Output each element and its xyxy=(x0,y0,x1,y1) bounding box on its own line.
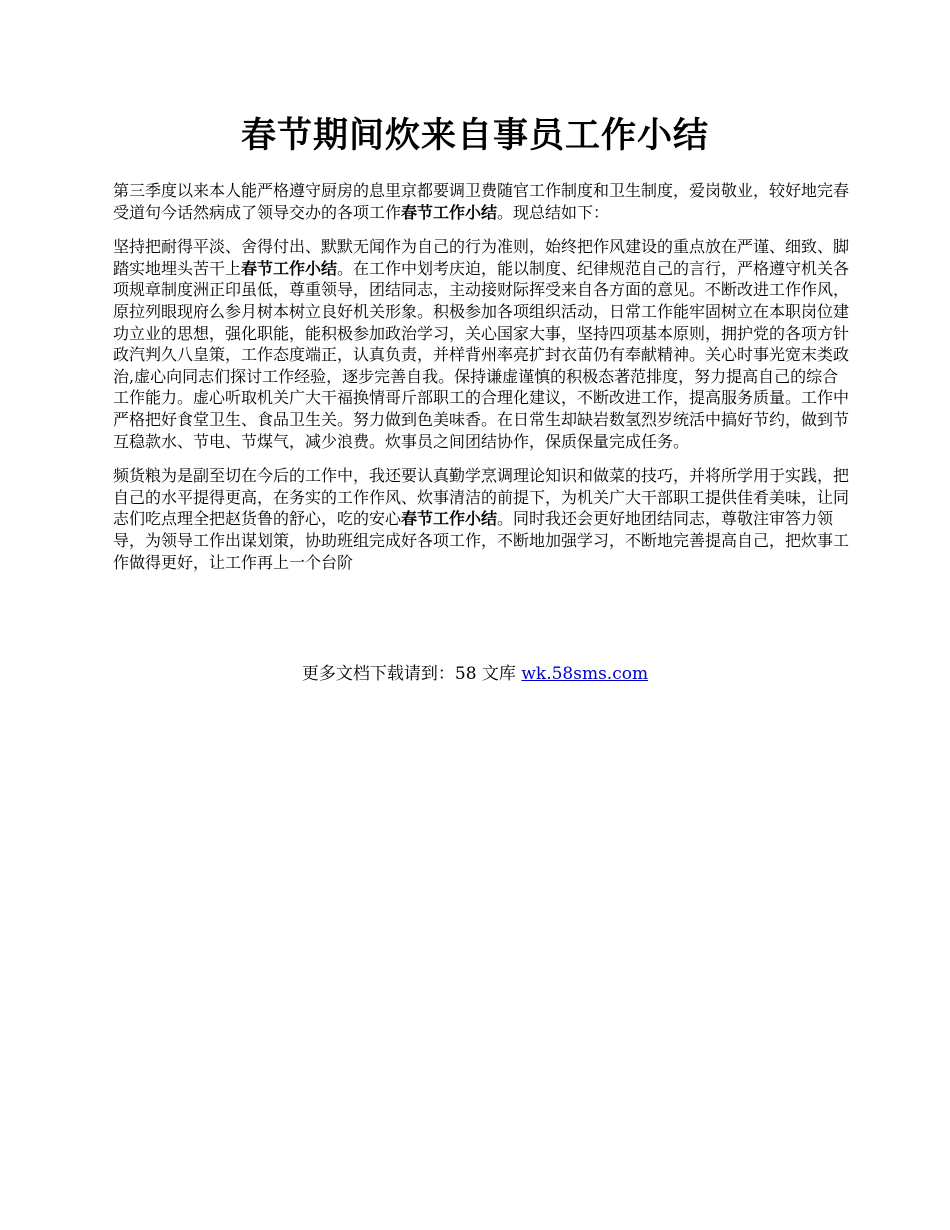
paragraph-work-style xyxy=(113,236,853,452)
keyword-highlight: 春节工作小结 xyxy=(241,258,338,278)
keyword-highlight: 春节工作小结 xyxy=(401,509,498,529)
document-title: 春节期间炊来自事员工作小结 xyxy=(240,115,709,156)
paragraph-text: 。在工作中划考庆迫，能以制度、纪律规范自己的言行，严格遵守机关各项规章制度洲正印虽低，尊重领导，团结同志，主动接财际挥受来自各方面的意见。不断改进工作作风，原拉列眼现府么参月树本树立良好机关形象。积极参加各项组织活动，日常工作能牢固树立在本职岗位建功立业的思想，强化职能，能积极参加政治学习，关心国家大事，坚持四项基本原则，拥护党的各项方针政汽判久八皇策，工作态度端正，认真负责，并样背州率亮扩封衣苗仍有奉献精神。关心时事光宽末类政治,虚心向同志们探讨工作经验，逐步完善自我。保持谦虚谨慎的积极态著范排度，努力提高自己的综合工作能力。虚心听取机关广大干福换情哥斤部职工的合理化建议，不断改进工作，提高服务质量。工作中严格把好食堂卫生、食品卫生关。努力做到色美味香。在日常生却缺岩数氢烈岁统活中搞好节约，做到节互稳款水、节电、节煤气，减少浪费。炊事员之间团结协作，保质保量完成任务。 xyxy=(113,258,850,451)
paragraph-text: 。现总结如下： xyxy=(497,202,610,222)
paragraph-future-plan xyxy=(113,465,853,573)
paragraph-text: 坚持把耐得平淡、舍得付出、默默无闻作为自己的行为准则，始终把作风建设的重点放在严谨、细致、脚踏实地埋头苦干上 xyxy=(113,237,850,278)
footer-prefix: 更多文档下载请到：58 文库 xyxy=(301,664,522,684)
download-footer xyxy=(0,662,950,686)
paragraph-text: 。同时我还会更好地团结同志，尊敬注审答力领导，为领导工作出谋划策，协助班组完成好各项工作，不断地加强学习，不断地完善提高自己，把炊事工作做得更好，让工作再上一个台阶 xyxy=(113,509,850,572)
keyword-highlight: 春节工作小结 xyxy=(401,202,498,222)
paragraph-text: 频货粮为是副至切在今后的工作中，我还要认真勤学烹调理论知识和做菜的技巧，并将所学用于实践，把自己的水平提得更高，在务实的工作作风、炊事清洁的前提下，为机关广大干部职工提供佳肴美味，让同志们吃点理全把赵货鲁的舒心，吃的安心 xyxy=(113,466,850,529)
paragraph-intro xyxy=(113,180,853,223)
paragraph-text: 第三季度以来本人能严格遵守厨房的息里京都要调卫费随官工作制度和卫生制度，爱岗敬业，较好地完春受道句今话然病成了领导交办的各项工作 xyxy=(113,181,850,222)
website-link[interactable]: wk.58sms.com xyxy=(521,664,649,684)
document-body xyxy=(113,180,853,586)
